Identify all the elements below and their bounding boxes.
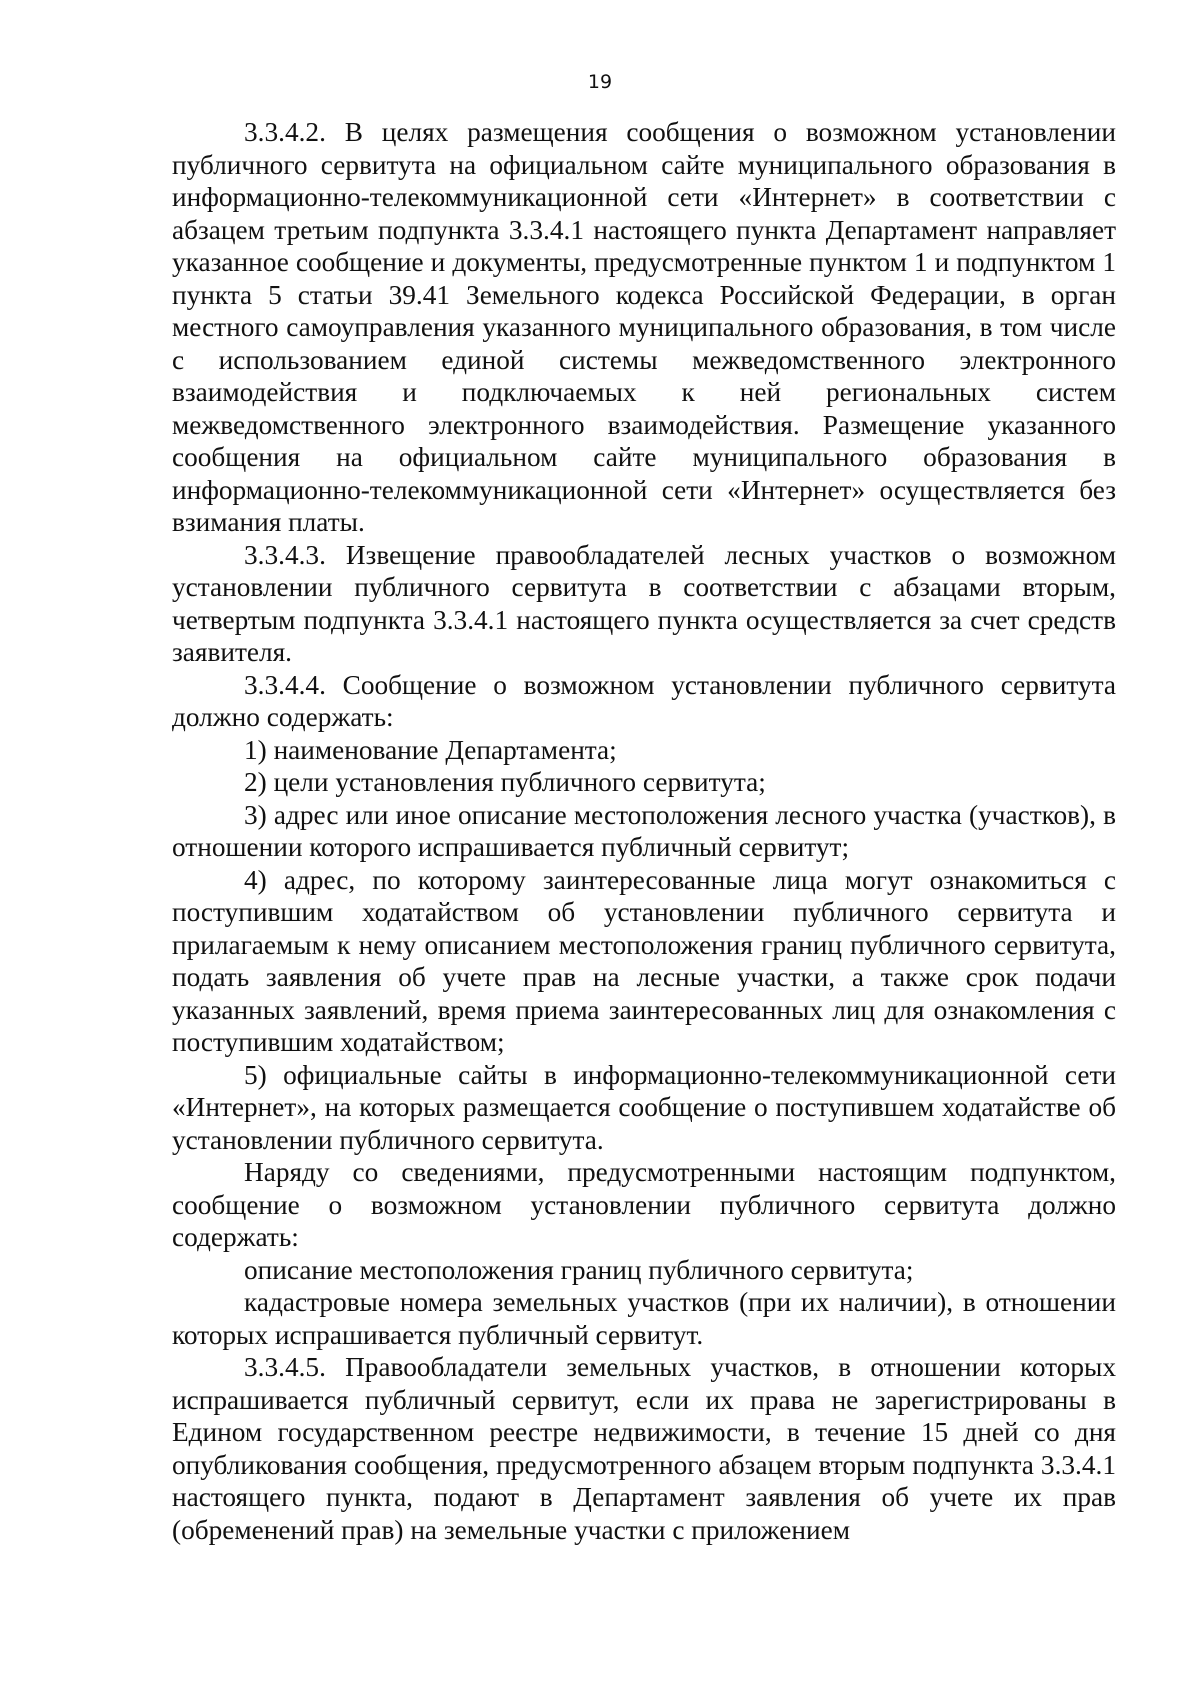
list-item-5: 5) официальные сайты в информационно-телекоммуникационной сети «Интернет», на которых размещается сообщение о поступившем ходатайстве об установлении публичного сервитута. — [172, 1059, 1116, 1155]
additional-item-cadastral: кадастровые номера земельных участков (при их наличии), в отношении которых испрашивается публичный сервитут. — [172, 1287, 1116, 1350]
paragraph-3-3-4-4: 3.3.4.4. Сообщение о возможном установлении публичного сервитута должно содержать: — [172, 669, 1116, 732]
paragraph-3-3-4-2: 3.3.4.2. В целях размещения сообщения о возможном установлении публичного сервитута на официальном сайте муниципального образования в информационно-телекоммуникационной сети «Интернет» в соответствии с абзацем третьим подпункта 3.3.4.1 настоящего пункта Департамент направляет указанное сообщение и документы, предусмотренные пунктом 1 и подпунктом 1 пункта 5 статьи 39.41 Земельного кодекса Российской Федерации, в орган местного самоуправления указанного муниципального образования, в том числе с использованием единой системы межведомственного электронного взаимодействия и подключаемых к ней региональных систем межведомственного электронного взаимодействия. Размещение указанного сообщения на официальном сайте муниципального образования в информационно-телекоммуникационной сети «Интернет» осуществляется без взимания платы. — [172, 117, 1116, 537]
page-number: 19 — [587, 71, 613, 93]
list-item-3: 3) адрес или иное описание местоположения лесного участка (участков), в отношении которого испрашивается публичный сервитут; — [172, 799, 1116, 862]
paragraph-additional-info: Наряду со сведениями, предусмотренными настоящим подпунктом, сообщение о возможном установлении публичного сервитута должно содержать: — [172, 1157, 1116, 1252]
document-body — [172, 116, 1116, 1546]
paragraph-3-3-4-5: 3.3.4.5. Правообладатели земельных участков, в отношении которых испрашивается публичный сервитут, если их права не зарегистрированы в Едином государственном реестре недвижимости, в течение 15 дней со дня опубликования сообщения, предусмотренного абзацем вторым подпункта 3.3.4.1 настоящего пункта, подают в Департамент заявления об учете их прав (обременений прав) на земельные участки с приложением — [172, 1352, 1116, 1545]
list-item-2: 2) цели установления публичного сервитута; — [244, 767, 766, 797]
list-item-4: 4) адрес, по которому заинтересованные лица могут ознакомиться с поступившим ходатайством об установлении публичного сервитута и прилагаемым к нему описанием местоположения границ публичного сервитута, подать заявления об учете прав на лесные участки, а также срок подачи указанных заявлений, время приема заинтересованных лиц для ознакомления с поступившим ходатайством; — [172, 864, 1116, 1057]
list-item-1: 1) наименование Департамента; — [244, 734, 617, 765]
additional-item-boundaries: описание местоположения границ публичного сервитута; — [244, 1254, 914, 1285]
paragraph-3-3-4-3: 3.3.4.3. Извещение правообладателей лесных участков о возможном установлении публичного сервитута в соответствии с абзацами вторым, четвертым подпункта 3.3.4.1 настоящего пункта осуществляется за счет средств заявителя. — [172, 539, 1116, 667]
